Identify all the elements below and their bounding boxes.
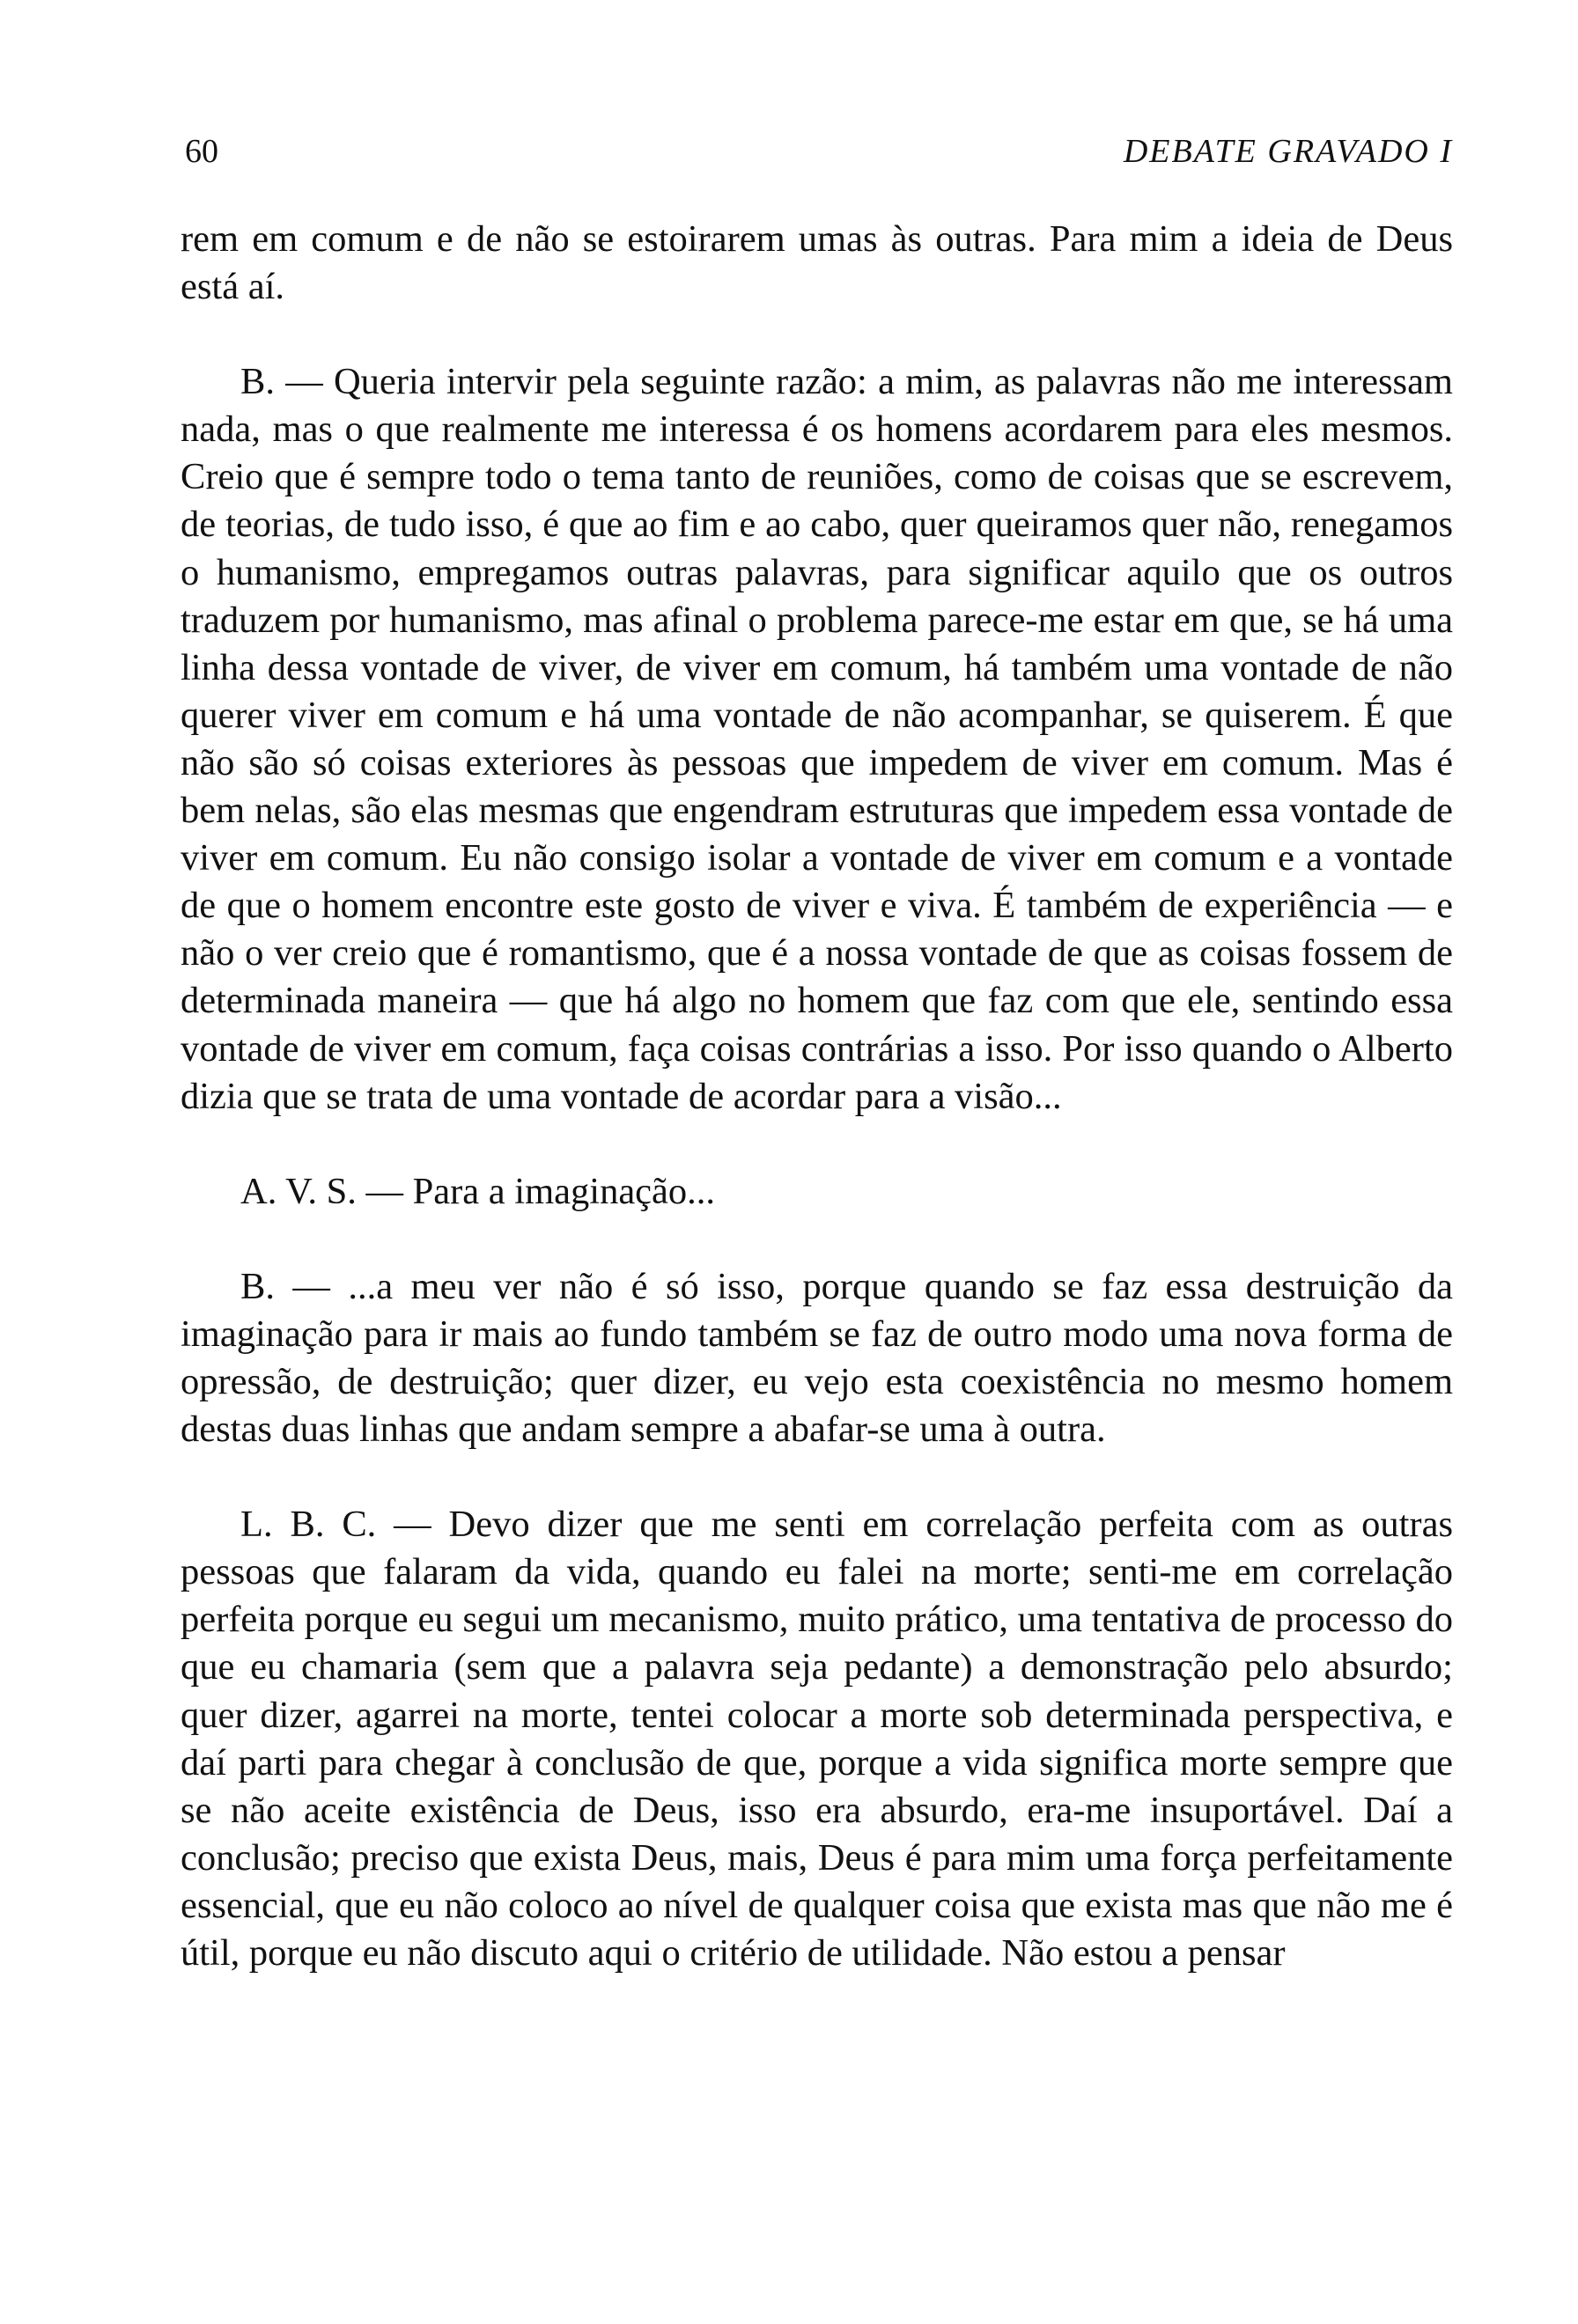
running-title: DEBATE GRAVADO I <box>1123 133 1453 170</box>
body-text <box>181 216 1453 1977</box>
page-header <box>185 132 1453 176</box>
paragraph-speaker-avs: A. V. S. — Para a imaginação... <box>240 1170 716 1212</box>
paragraph-speaker-b-reply: B. — ...a meu ver não é só isso, porque quando se faz essa destruição da imaginação para ir mais ao fundo também se faz de outro modo uma nova forma de opressão, de destruição; quer dizer, eu vejo esta coexistência no mesmo homem destas duas linhas que andam sempre a abafar-se uma à outra. <box>181 1265 1453 1451</box>
paragraph-speaker-lbc: L. B. C. — Devo dizer que me senti em correlação perfeita com as outras pessoas que falaram da vida, quando eu falei na morte; senti-me em correlação perfeita porque eu segui um mecanismo, muito prático, uma tentativa de processo do que eu chamaria (sem que a palavra seja pedante) a demonstração pelo absurdo; quer dizer, agarrei na morte, tentei colocar a morte sob determinada perspectiva, e daí parti para chegar à conclusão de que, porque a vida significa morte sempre que se não aceite existência de Deus, isso era absurdo, era-me insuportável. Daí a conclusão; preciso que exista Deus, mais, Deus é para mim uma força perfeitamente essencial, que eu não coloco ao nível de qualquer coisa que exista mas que não me é útil, porque eu não discuto aqui o critério de utilidade. Não estou a pensar <box>181 1504 1453 1974</box>
page-number: 60 <box>185 133 218 170</box>
paragraph-speaker-b: B. — Queria intervir pela seguinte razão: a mim, as palavras não me interessam nada, mas o que realmente me interessa é os homens acordarem para eles mesmos. Creio que é sempre todo o tema tanto de reuniões, como de coisas que se escrevem, de teorias, de tudo isso, é que ao fim e ao cabo, quer queiramos quer não, renegamos o humanismo, empregamos outras palavras, para significar aquilo que os outros traduzem por humanismo, mas afinal o problema parece-me estar em que, se há uma linha dessa vontade de viver, de viver em comum, há também uma vontade de não querer viver em comum e há uma vontade de não acompanhar, se quiserem. É que não são só coisas exteriores às pessoas que impedem de viver em comum. Mas é bem nelas, são elas mesmas que engendram estruturas que impedem essa vontade de viver em comum. Eu não consigo isolar a vontade de viver em comum e a vontade de que o homem encontre este gosto de viver e viva. É também de experiência — e não o ver creio que é romantismo, que é a nossa vontade de que as coisas fossem de determinada maneira — que há algo no homem que faz com que ele, sentindo essa vontade de viver em comum, faça coisas contrárias a isso. Por isso quando o Alberto dizia que se trata de uma vontade de acordar para a visão... <box>181 361 1453 1117</box>
paragraph-continuation: rem em comum e de não se estoirarem umas às outras. Para mim a ideia de Deus está aí. <box>181 218 1453 308</box>
